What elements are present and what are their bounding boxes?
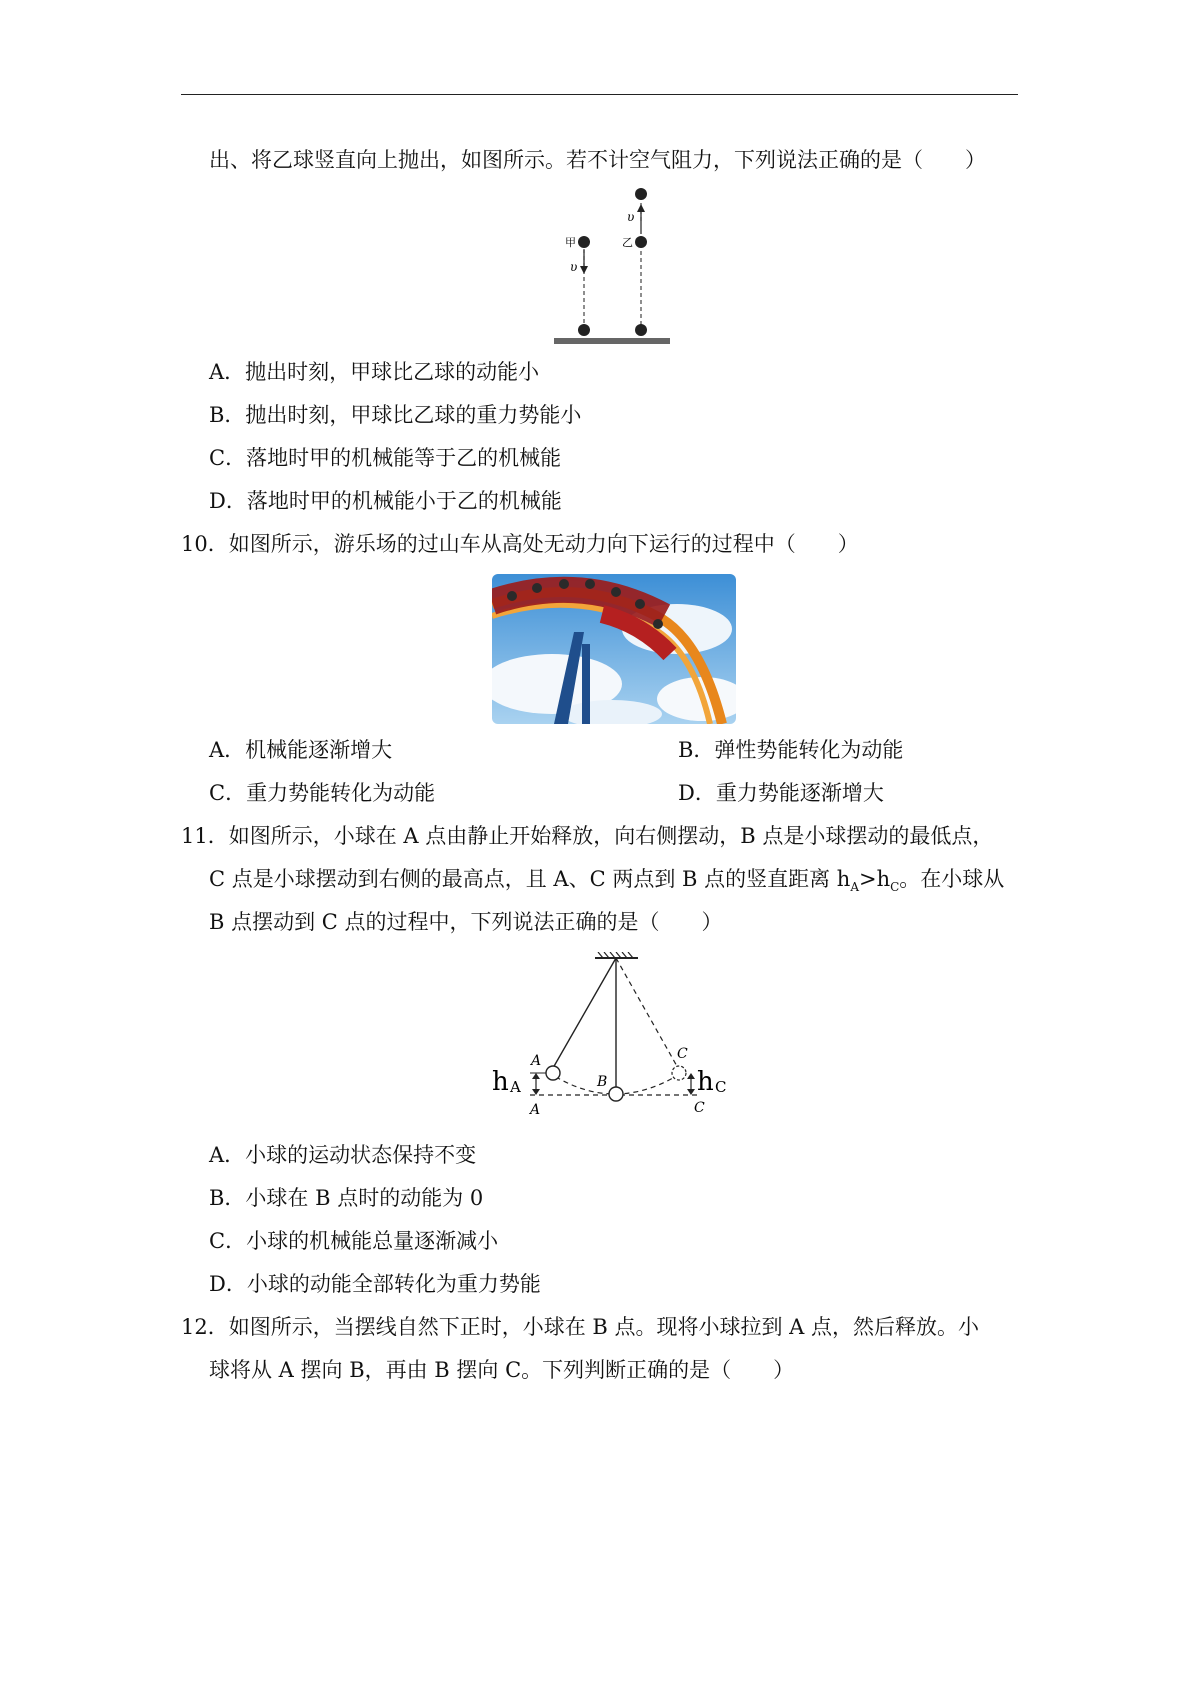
ball-c (672, 1066, 686, 1080)
label-hc: h (697, 1067, 714, 1097)
ball-a (546, 1066, 560, 1080)
string-a (553, 958, 616, 1068)
q12-stem-line1: 12．如图所示，当摆线自然下正时，小球在 B 点。现将小球拉到 A 点，然后释放。小 (181, 1315, 980, 1339)
roller-coaster-photo (492, 574, 736, 724)
string-c (616, 958, 678, 1068)
arrow-down-jia-head (580, 266, 588, 274)
q10-stem: 10．如图所示，游乐场的过山车从高处无动力向下运行的过程中（ ） (181, 532, 859, 556)
label-ha: h (492, 1067, 509, 1097)
q9-option-a: A．抛出时刻，甲球比乙球的动能小 (209, 360, 540, 384)
label-ha-sub: A (510, 1078, 521, 1096)
ball-yi-start (635, 236, 647, 248)
label-yi: 乙 (622, 236, 633, 249)
q10-option-b: B．弹性势能转化为动能 (678, 738, 904, 762)
q11-option-c: C．小球的机械能总量逐渐减小 (209, 1229, 499, 1253)
q11-stem-line3: B 点摆动到 C 点的过程中，下列说法正确的是（ ） (209, 910, 723, 934)
header-rule (181, 94, 1018, 95)
q12-stem-line2: 球将从 A 摆向 B，再由 B 摆向 C。下列判断正确的是（ ） (209, 1358, 795, 1382)
q10-option-d: D．重力势能逐渐增大 (678, 781, 884, 805)
point-c-bottom: C (694, 1100, 705, 1116)
q9-option-b: B．抛出时刻，甲球比乙球的重力势能小 (209, 403, 582, 427)
ball-jia-ground (578, 324, 590, 336)
ball-jia-start (578, 236, 590, 248)
pendulum-figure (490, 952, 740, 1122)
q9-option-c: C．落地时甲的机械能等于乙的机械能 (209, 446, 562, 470)
q11-option-b: B．小球在 B 点时的动能为 0 (209, 1186, 484, 1210)
arrow-up-yi-head (637, 204, 645, 212)
ball-b (609, 1087, 623, 1101)
q9-stem: 出、将乙球竖直向上抛出，如图所示。若不计空气阻力，下列说法正确的是（ ） (209, 148, 986, 172)
ball-yi-top (635, 188, 647, 200)
q11-option-a: A．小球的运动状态保持不变 (209, 1143, 477, 1167)
label-v-yi: υ (627, 210, 635, 224)
q9-figure (550, 184, 680, 344)
label-hc-sub: C (715, 1078, 727, 1096)
label-v-jia: υ (570, 260, 578, 274)
ball-yi-ground (635, 324, 647, 336)
q11-option-d: D．小球的动能全部转化为重力势能 (209, 1272, 541, 1296)
q10-option-a: A．机械能逐渐增大 (209, 738, 393, 762)
point-a-top: A (531, 1053, 542, 1069)
q11-stem-line1: 11．如图所示，小球在 A 点由静止开始释放，向右侧摆动，B 点是小球摆动的最低点， (181, 824, 994, 848)
point-c-top: C (677, 1046, 688, 1062)
point-b: B (597, 1074, 608, 1090)
point-a-bottom: A (530, 1102, 541, 1118)
label-jia: 甲 (565, 236, 576, 249)
q11-stem-line2: C 点是小球摆动到右侧的最高点，且 A、C 两点到 B 点的竖直距离 $h_A>h_C$。在小球从 (209, 867, 1005, 895)
q10-option-c: C．重力势能转化为动能 (209, 781, 436, 805)
q9-option-d: D．落地时甲的机械能小于乙的机械能 (209, 489, 562, 513)
